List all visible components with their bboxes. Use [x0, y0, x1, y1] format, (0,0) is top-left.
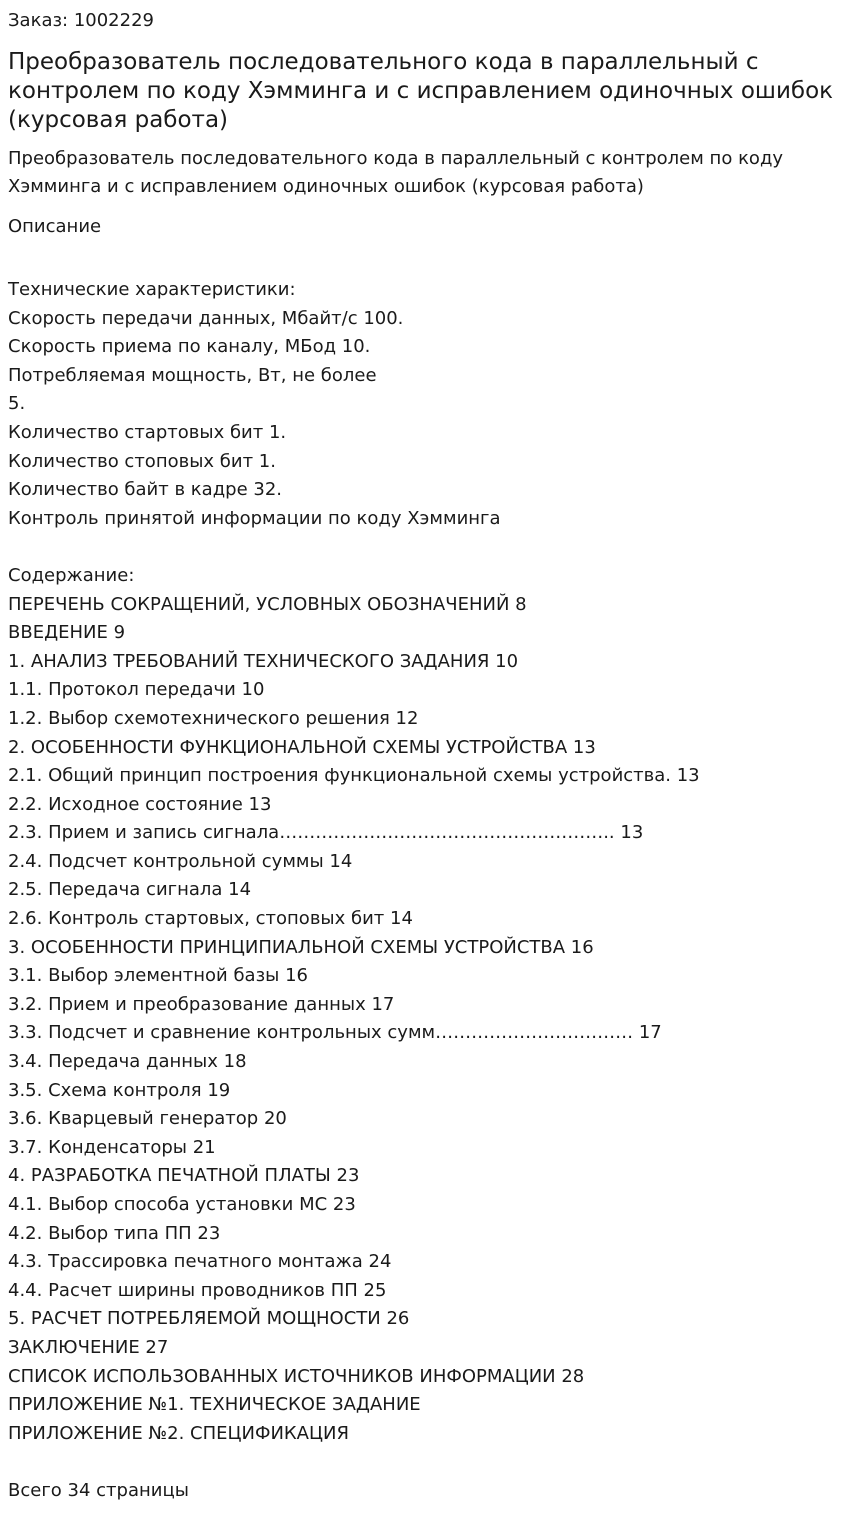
specs-section	[8, 276, 839, 533]
spec-line: Скорость передачи данных, Мбайт/с 100.	[8, 307, 404, 329]
spacer	[8, 533, 839, 562]
toc-line: 1.2. Выбор схемотехнического решения 12	[8, 707, 419, 729]
spec-line: 5.	[8, 393, 26, 415]
toc-line: ЗАКЛЮЧЕНИЕ 27	[8, 1336, 169, 1358]
specs-heading: Технические характеристики:	[8, 279, 296, 300]
order-number: Заказ: 1002229	[8, 10, 154, 31]
toc-line: 3.5. Схема контроля 19	[8, 1079, 231, 1101]
toc-line: 3.1. Выбор элементной базы 16	[8, 965, 308, 987]
spec-line: Контроль принятой информации по коду Хэмминга	[8, 507, 501, 529]
toc-line: 1. АНАЛИЗ ТРЕБОВАНИЙ ТЕХНИЧЕСКОГО ЗАДАНИЯ 10	[8, 650, 519, 672]
toc-line: 4. РАЗРАБОТКА ПЕЧАТНОЙ ПЛАТЫ 23	[8, 1165, 360, 1187]
toc-line: 1.1. Протокол передачи 10	[8, 679, 265, 701]
toc-line: 4.2. Выбор типа ПП 23	[8, 1222, 221, 1244]
toc-line: 3.4. Передача данных 18	[8, 1051, 247, 1073]
toc-line: ВВЕДЕНИЕ 9	[8, 622, 126, 644]
toc-line: 3.2. Прием и преобразование данных 17	[8, 993, 395, 1015]
toc-line: 2.1. Общий принцип построения функциональной схемы устройства. 13	[8, 765, 700, 787]
toc-line: 4.4. Расчет ширины проводников ПП 25	[8, 1279, 387, 1301]
toc-line: 2.4. Подсчет контрольной суммы 14	[8, 850, 353, 872]
toc-line: СПИСОК ИСПОЛЬЗОВАННЫХ ИСТОЧНИКОВ ИНФОРМАЦИИ 28	[8, 1365, 585, 1387]
toc-line: 4.3. Трассировка печатного монтажа 24	[8, 1251, 392, 1273]
toc-line: 3.3. Подсчет и сравнение контрольных сумм…………………………… 17	[8, 1022, 662, 1044]
total-pages-text: Всего 34 страницы	[8, 1479, 189, 1501]
spec-line: Потребляемая мощность, Вт, не более	[8, 364, 377, 386]
spacer	[8, 1448, 839, 1477]
toc-line: 5. РАСЧЕТ ПОТРЕБЛЯЕМОЙ МОЩНОСТИ 26	[8, 1308, 410, 1330]
toc-line: 3. ОСОБЕННОСТИ ПРИНЦИПИАЛЬНОЙ СХЕМЫ УСТРОЙСТВА 16	[8, 936, 594, 958]
page-subtitle: Преобразователь последовательного кода в параллельный с контролем по коду Хэмминга и с исправлением одиночных ошибок (курсовая работа)	[8, 148, 784, 197]
toc-line: 2.6. Контроль стартовых, стоповых бит 14	[8, 908, 413, 930]
toc-line: 2. ОСОБЕННОСТИ ФУНКЦИОНАЛЬНОЙ СХЕМЫ УСТРОЙСТВА 13	[8, 736, 596, 758]
spec-line: Скорость приема по каналу, МБод 10.	[8, 336, 371, 358]
toc-line: ПРИЛОЖЕНИЕ №1. ТЕХНИЧЕСКОЕ ЗАДАНИЕ	[8, 1394, 421, 1416]
total-pages	[8, 1477, 839, 1506]
description-label: Описание	[8, 216, 102, 237]
toc-line: 3.7. Конденсаторы 21	[8, 1136, 216, 1158]
spec-line: Количество стоповых бит 1.	[8, 450, 276, 472]
spec-line: Количество байт в кадре 32.	[8, 479, 282, 501]
spec-line: Количество стартовых бит 1.	[8, 421, 287, 443]
page-title: Преобразователь последовательного кода в параллельный с контролем по коду Хэмминга и с исправлением одиночных ошибок (курсовая работа)	[8, 49, 834, 133]
toc-line: 2.5. Передача сигнала 14	[8, 879, 252, 901]
contents-section	[8, 562, 839, 1448]
toc-line: ПРИЛОЖЕНИЕ №2. СПЕЦИФИКАЦИЯ	[8, 1422, 349, 1444]
toc-line: 2.2. Исходное состояние 13	[8, 793, 272, 815]
toc-line: 3.6. Кварцевый генератор 20	[8, 1108, 287, 1130]
toc-line: 2.3. Прием и запись сигнала……………………………………………….. 13	[8, 822, 644, 844]
toc-line: 4.1. Выбор способа установки МС 23	[8, 1194, 356, 1215]
toc-line: ПЕРЕЧЕНЬ СОКРАЩЕНИЙ, УСЛОВНЫХ ОБОЗНАЧЕНИЙ 8	[8, 593, 527, 615]
contents-heading: Содержание:	[8, 564, 135, 586]
